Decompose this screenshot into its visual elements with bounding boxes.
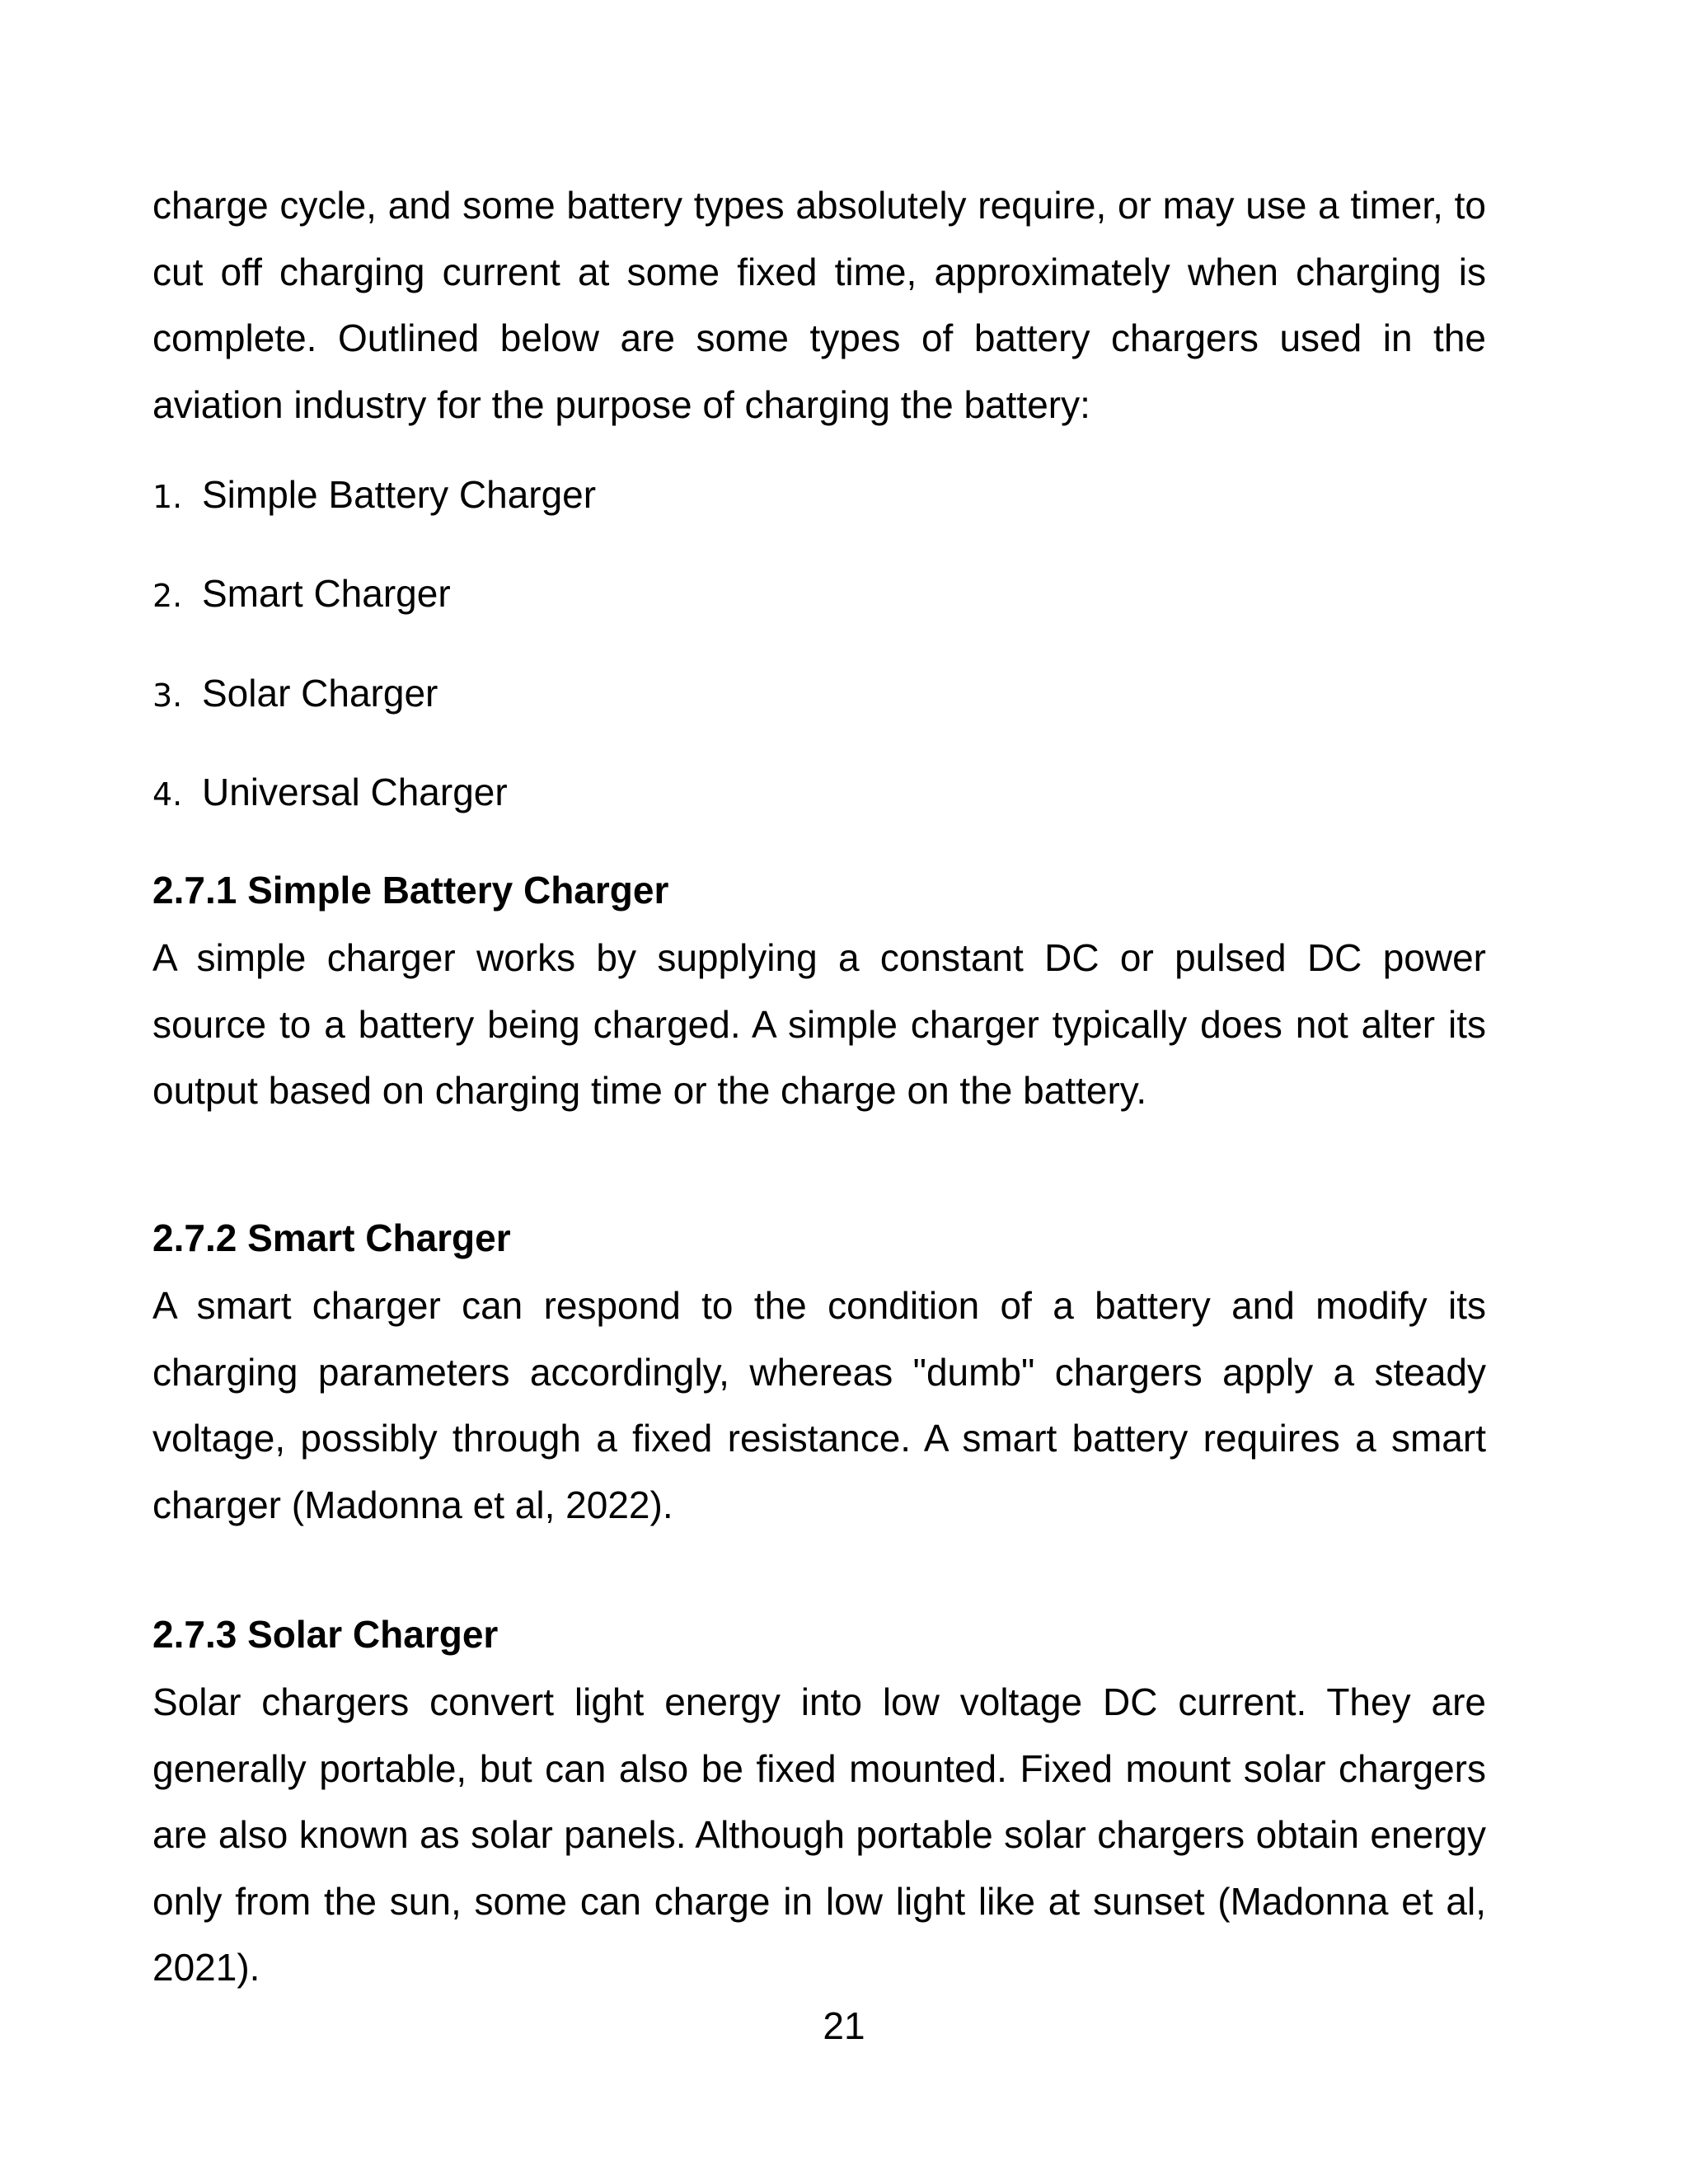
section-heading: 2.7.2 Smart Charger	[152, 1216, 511, 1259]
list-label: Universal Charger	[202, 771, 508, 813]
list-number: 3.	[152, 677, 183, 714]
list-label: Solar Charger	[202, 672, 438, 715]
list-number: 2.	[152, 578, 183, 614]
section-body: A simple charger works by supplying a constant DC or pulsed DC power source to a battery being charged. A simple charger typically does not alter its output based on charging time or the charge on the battery.	[152, 936, 1486, 1112]
list-item	[152, 569, 451, 621]
list-label: Smart Charger	[202, 572, 451, 615]
section-body: Solar chargers convert light energy into low voltage DC current. They are generally portable, but can also be fixed mounted. Fixed mount solar chargers are also known as solar panels. Although portable solar chargers obtain energy only from the sun, some can charge in low light like at sunset (Madonna et al, 2021).	[152, 1680, 1486, 1989]
list-number: 1.	[152, 479, 183, 515]
list-item	[152, 668, 438, 720]
page-number: 21	[823, 2004, 865, 2047]
list-item	[152, 470, 596, 522]
section-body: A smart charger can respond to the condition of a battery and modify its charging parameters accordingly, whereas "dumb" chargers apply a steady voltage, possibly through a fixed resistance. A smart battery requires a smart charger (Madonna et al, 2022).	[152, 1284, 1486, 1526]
list-number: 4.	[152, 776, 183, 813]
list-item	[152, 767, 508, 819]
list-label: Simple Battery Charger	[202, 473, 597, 516]
section-heading: 2.7.3 Solar Charger	[152, 1613, 499, 1656]
intro-paragraph: charge cycle, and some battery types absolutely require, or may use a timer, to cut off charging current at some fixed time, approximately when charging is complete. Outlined below are some types of battery chargers used in the aviation industry for the purpose of charging the battery:	[152, 184, 1486, 426]
section-heading: 2.7.1 Simple Battery Charger	[152, 869, 669, 912]
